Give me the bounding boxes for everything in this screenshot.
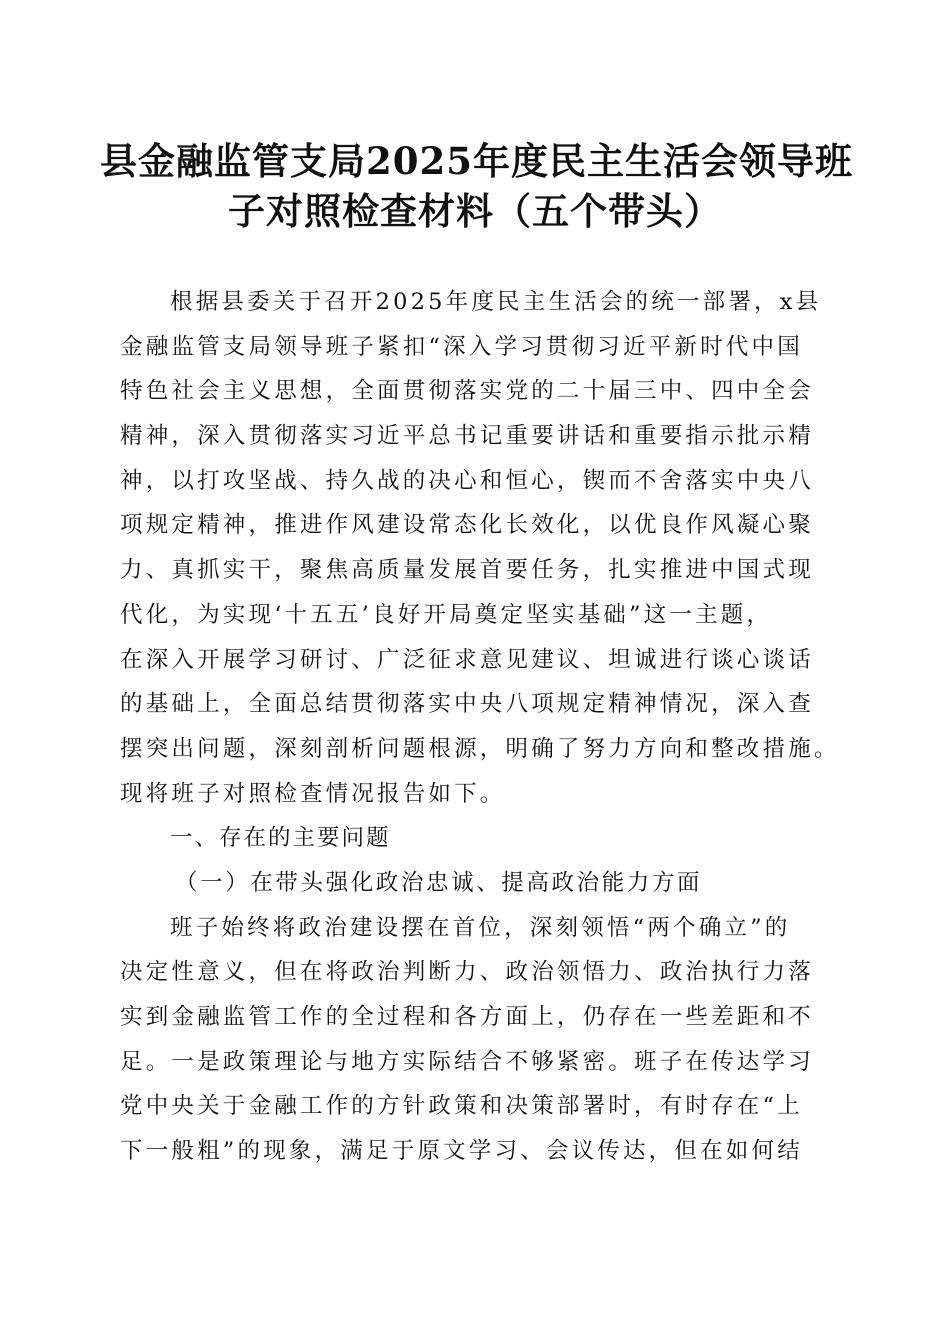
paragraph-line: 党中央关于金融工作的方针政策和决策部署时，有时存在“上 (120, 1093, 803, 1120)
intro-line: 现将班子对照检查情况报告如下。 (120, 780, 506, 807)
title-line-2: 子对照检查材料（五个带头） (228, 189, 722, 233)
intro-line: 神，以打攻坚战、持久战的决心和恒心，锲而不舍落实中央八 (120, 467, 814, 494)
title-line-1: 县金融监管支局2025年度民主生活会领导班 (100, 139, 853, 183)
intro-line: 根据县委关于召开2025年度民主生活会的统一部署，x县 (170, 289, 822, 315)
document-body (120, 280, 840, 1174)
intro-line: 力、真抓实干，聚焦高质量发展首要任务，扎实推进中国式现 (120, 557, 814, 584)
paragraph-line: 决定性意义，但在将政治判断力、政治领悟力、政治执行力落 (120, 959, 814, 986)
document-title (100, 136, 853, 236)
intro-line: 代化，为实现‘十五五’良好开局奠定坚实基础”这一主题， (120, 601, 773, 628)
intro-line: 项规定精神，推进作风建设常态化长效化，以优良作风凝心聚 (120, 512, 814, 539)
paragraph-line: 班子始终将政治建设摆在首位，深刻领悟“两个确立”的 (170, 914, 791, 941)
intro-line: 在深入开展学习研讨、广泛征求意见建议、坦诚进行谈心谈话 (120, 646, 814, 673)
intro-line: 的基础上，全面总结贯彻落实中央八项规定精神情况，深入查 (120, 691, 814, 718)
intro-line: 精神，深入贯彻落实习近平总书记重要讲话和重要指示批示精 (120, 423, 814, 450)
paragraph-line: 足。一是政策理论与地方实际结合不够紧密。班子在传达学习 (120, 1048, 814, 1075)
subsection-heading: （一）在带头强化政治忠诚、提高政治能力方面 (175, 869, 703, 896)
paragraph-line: 实到金融监管工作的全过程和各方面上，仍存在一些差距和不 (120, 1004, 814, 1030)
section-heading: 一、存在的主要问题 (170, 825, 391, 852)
intro-line: 摆突出问题，深刻剖析问题根源，明确了努力方向和整改措施。 (120, 735, 840, 762)
paragraph-line: 下一般粗”的现象，满足于原文学习、会议传达，但在如何结 (120, 1138, 803, 1165)
intro-line: 金融监管支局领导班子紧扣“深入学习贯彻习近平新时代中国 (120, 333, 803, 360)
intro-line: 特色社会主义思想，全面贯彻落实党的二十届三中、四中全会 (120, 378, 814, 405)
